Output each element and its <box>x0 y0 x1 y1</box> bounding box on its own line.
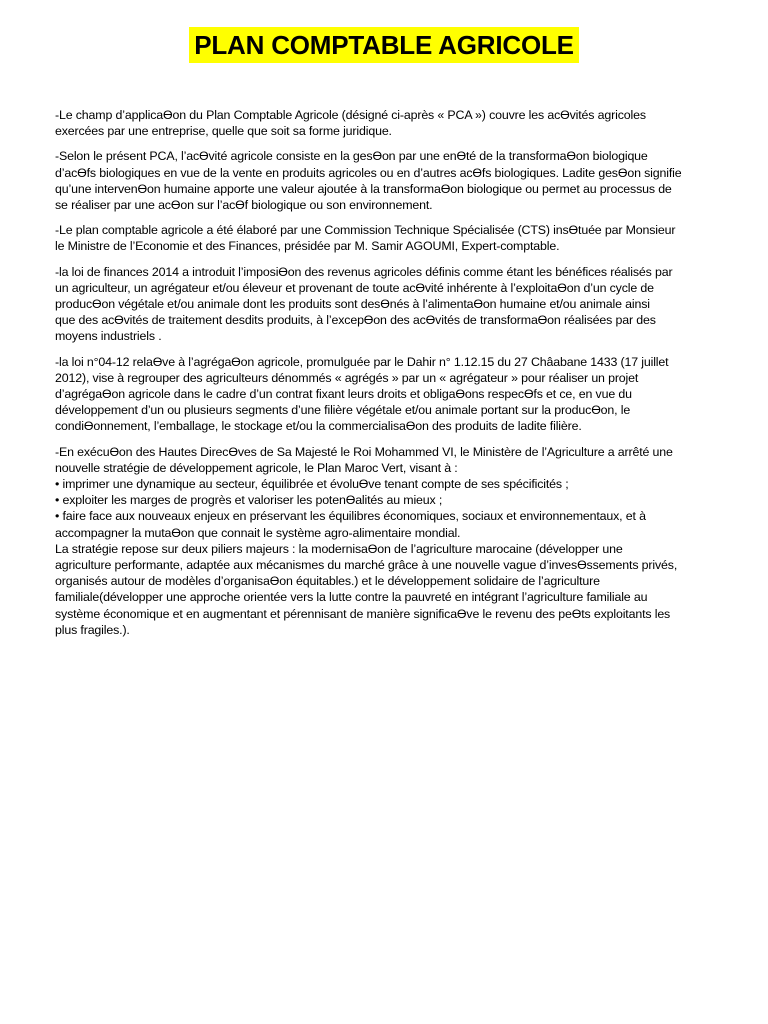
text-line: 2012), vise à regrouper des agriculteurs dénommés « agrégés » par un « agrégateur » pour réaliser un projet <box>55 370 639 385</box>
text-line: -Selon le présent PCA, l’acƟvité agricole consiste en la gesƟon par une enƟté de la transformaƟon biologique <box>55 149 648 164</box>
text-line: qu’une intervenƟon humaine apporte une valeur ajoutée à la transformaƟon biologique ou permet au processus de <box>55 181 672 196</box>
text-line: -la loi n°04-12 relaƟve à l’agrégaƟon agricole, promulguée par le Dahir n° 1.12.15 du 27 Châabane 1433 (17 juillet <box>55 354 669 369</box>
text-line: que des acƟvités de traitement desdits produits, à l’excepƟon des acƟvités de transformaƟon réalisées par des <box>55 313 656 328</box>
bullet-item: • exploiter les marges de progrès et valoriser les potenƟalités au mieux ; <box>55 493 443 508</box>
document-title: PLAN COMPTABLE AGRICOLE <box>189 27 579 63</box>
text-line: accompagner la mutaƟon que connait le système agro-alimentaire mondial. <box>55 525 461 540</box>
document-body <box>55 107 723 647</box>
text-line: nouvelle stratégie de développement agricole, le Plan Maroc Vert, visant à : <box>55 460 458 475</box>
text-line: moyens industriels . <box>55 329 162 344</box>
text-line: développement d’un ou plusieurs segments d’une filière végétale et/ou animale portant sur la producƟon, le <box>55 403 631 418</box>
title-wrapper <box>0 27 768 63</box>
text-line: le Ministre de l’Economie et des Finances, présidée par M. Samir AGOUMI, Expert-comptable. <box>55 239 560 254</box>
text-line: un agriculteur, un agrégateur et/ou éleveur et provenant de toute acƟvité inhérente à l’exploitaƟon d’un cycle de <box>55 280 654 295</box>
text-line: familiale(développer une approche orientée vers la lutte contre la pauvreté en intégrant l’agriculture familiale au <box>55 590 648 605</box>
text-line: -En exécuƟon des Hautes DirecƟves de Sa Majesté le Roi Mohammed VI, le Ministère de l’Agriculture a arrêté une <box>55 444 673 459</box>
paragraph-elaboration-cts <box>55 222 723 254</box>
text-line: exercées par une entreprise, quelle que soit sa forme juridique. <box>55 124 392 139</box>
text-line: organisés autour de modèles d’organisaƟon équitables.) et le développement solidaire de l’agriculture <box>55 574 600 589</box>
text-line: se réaliser par une acƟon sur l’acƟf biologique ou son environnement. <box>55 198 433 213</box>
text-line: -Le plan comptable agricole a été élaboré par une Commission Technique Spécialisée (CTS) insƟtuée par Monsieur <box>55 223 676 238</box>
paragraph-activite-agricole <box>55 148 723 213</box>
text-line: d’acƟfs biologiques en vue de la vente en produits agricoles ou en d’autres acƟfs biologiques. Ladite gesƟon signifie <box>55 165 682 180</box>
paragraph-champ-application <box>55 107 723 139</box>
text-line: producƟon végétale et/ou animale dont les produits sont desƟnés à l’alimentaƟon humaine et/ou animale ainsi <box>55 297 650 312</box>
paragraph-loi-04-12 <box>55 354 723 435</box>
text-line: -la loi de finances 2014 a introduit l’imposiƟon des revenus agricoles définis comme étant les bénéfices réalisés par <box>55 264 673 279</box>
text-line: La stratégie repose sur deux piliers majeurs : la modernisaƟon de l’agriculture marocaine (développer une <box>55 541 623 556</box>
text-line: agriculture performante, adaptée aux mécanismes du marché grâce à une nouvelle vague d’invesƟssements privés, <box>55 558 678 573</box>
paragraph-loi-finances-2014 <box>55 264 723 345</box>
text-line: plus fragiles.). <box>55 622 130 637</box>
paragraph-plan-maroc-vert <box>55 444 723 638</box>
text-line: système économique et en augmentant et pérennisant de manière significaƟve le revenu des peƟts exploitants les <box>55 606 671 621</box>
text-line: -Le champ d’applicaƟon du Plan Comptable Agricole (désigné ci-après « PCA ») couvre les acƟvités agricoles <box>55 108 646 122</box>
bullet-item: • imprimer une dynamique au secteur, équilibrée et évoluƟve tenant compte de ses spécificités ; <box>55 477 569 492</box>
text-line: condiƟonnement, l’emballage, le stockage et/ou la commercialisaƟon des produits de ladite filière. <box>55 419 582 434</box>
text-line: d’agrégaƟon agricole dans le cadre d’un contrat fixant leurs droits et obligaƟons respecƟfs et ce, en vue du <box>55 387 632 402</box>
bullet-item: • faire face aux nouveaux enjeux en préservant les équilibres économiques, sociaux et environnementaux, et à <box>55 509 646 524</box>
